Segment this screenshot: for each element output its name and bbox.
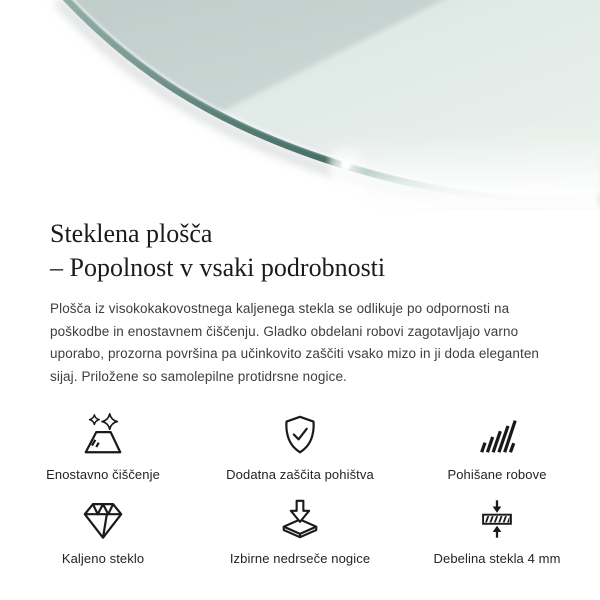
non-slip-feet-icon <box>277 496 323 542</box>
feature-item <box>422 412 572 482</box>
content-section <box>0 217 600 388</box>
feature-label: Dodatna zaščita pohištva <box>226 467 374 482</box>
page-title-line2: – Popolnost v vsaki podrobnosti <box>50 253 386 282</box>
product-description: Plošča iz visokokakovostnega kaljenega stekla se odlikuje po odpornosti na poškodbe in enostavnem čiščenju. Gladko obdelani robovi zagotavljajo varno uporabo, prozorna površina pa učinkovito zaščiti vsako mizo in ji doda eleganten sijaj. Priložene so samolepilne protidrsne nogice. <box>50 301 540 384</box>
hero-section <box>0 0 600 210</box>
diamond-icon <box>80 496 126 542</box>
page-title-line1: Steklena plošča <box>50 219 213 248</box>
feature-label: Debelina stekla 4 mm <box>433 551 561 566</box>
feature-item <box>178 496 422 566</box>
fade-overlay <box>330 135 600 210</box>
glass-thickness-icon <box>474 496 520 542</box>
feature-item <box>422 496 572 566</box>
feature-item <box>28 412 178 482</box>
polished-edges-icon <box>474 412 520 458</box>
feature-label: Enostavno čiščenje <box>46 467 160 482</box>
feature-label: Kaljeno steklo <box>61 551 145 566</box>
glass-plate-photo <box>0 0 600 210</box>
feature-item <box>178 412 422 482</box>
feature-grid <box>0 412 600 566</box>
feature-item <box>28 496 178 566</box>
feature-label: Izbirne nedrseče nogice <box>229 551 371 566</box>
page-title <box>50 217 556 285</box>
feature-label: Pohišane robove <box>447 467 547 482</box>
shield-check-icon <box>277 412 323 458</box>
sparkle-clean-icon <box>80 412 126 458</box>
